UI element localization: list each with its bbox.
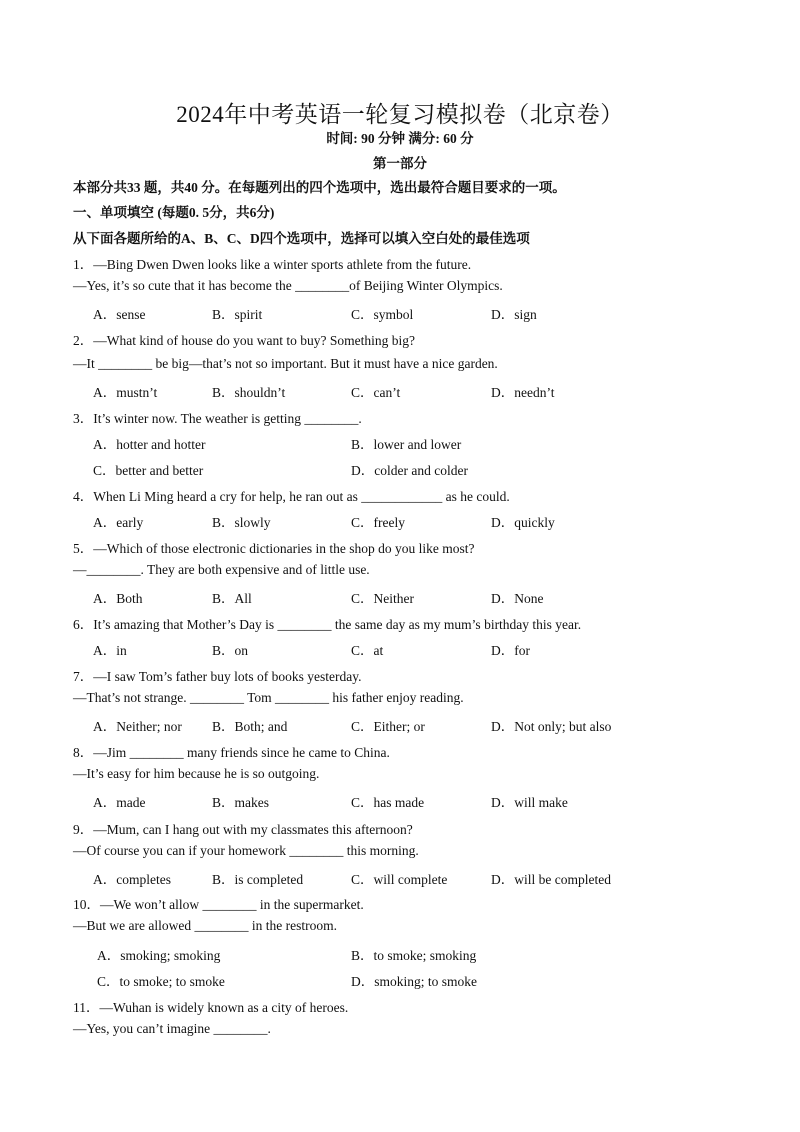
question-7-option-c: C．Either; or bbox=[351, 719, 425, 734]
question-9-line-2: —Of course you can if your homework ________ this morning. bbox=[73, 843, 419, 858]
instruction: 从下面各题所给的A、B、C、D四个选项中，选择可以填入空白处的最佳选项 bbox=[73, 231, 530, 246]
question-11-line-2: —Yes, you can’t imagine ________. bbox=[73, 1021, 271, 1036]
exam-title: 2024年中考英语一轮复习模拟卷（北京卷） bbox=[176, 102, 624, 127]
question-2-option-c: C．can’t bbox=[351, 385, 401, 400]
question-7-option-b: B．Both; and bbox=[212, 719, 288, 734]
question-1-option-c: C．symbol bbox=[351, 307, 414, 322]
question-10-option-b: B．to smoke; smoking bbox=[351, 948, 477, 963]
question-6-line-1: 6．It’s amazing that Mother’s Day is ________ the same day as my mum’s birthday this year. bbox=[73, 617, 582, 632]
question-8-option-d: D．will make bbox=[491, 795, 568, 810]
question-7-option-d: D．Not only; but also bbox=[491, 719, 612, 734]
question-1-option-b: B．spirit bbox=[212, 307, 263, 322]
question-6-option-b: B．on bbox=[212, 643, 249, 658]
question-9-line-1: 9．—Mum, can I hang out with my classmates this afternoon? bbox=[73, 822, 413, 837]
question-8-line-2: —It’s easy for him because he is so outgoing. bbox=[73, 766, 320, 781]
question-7-option-a: A．Neither; nor bbox=[93, 719, 182, 734]
question-6-option-a: A．in bbox=[93, 643, 127, 658]
question-2-option-a: A．mustn’t bbox=[93, 385, 158, 400]
question-8-option-b: B．makes bbox=[212, 795, 269, 810]
question-6-option-c: C．at bbox=[351, 643, 384, 658]
section-heading: 一、单项填空 (每题0. 5分，共6分) bbox=[73, 205, 275, 220]
question-10-line-2: —But we are allowed ________ in the restroom. bbox=[73, 918, 337, 933]
question-3-option-d: D．colder and colder bbox=[351, 463, 468, 478]
question-2-option-d: D．needn’t bbox=[491, 385, 555, 400]
part-heading: 第一部分 bbox=[373, 156, 427, 171]
question-9-option-b: B．is completed bbox=[212, 872, 304, 887]
question-1-line-1: 1．—Bing Dwen Dwen looks like a winter sports athlete from the future. bbox=[73, 257, 472, 272]
question-8-option-a: A．made bbox=[93, 795, 146, 810]
question-7-line-2: —That’s not strange. ________ Tom ________ his father enjoy reading. bbox=[73, 690, 464, 705]
question-1-option-d: D．sign bbox=[491, 307, 537, 322]
question-5-line-1: 5．—Which of those electronic dictionaries in the shop do you like most? bbox=[73, 541, 475, 556]
question-9-option-c: C．will complete bbox=[351, 872, 448, 887]
question-9-option-d: D．will be completed bbox=[491, 872, 611, 887]
question-4-option-c: C．freely bbox=[351, 515, 405, 530]
question-1-option-a: A．sense bbox=[93, 307, 146, 322]
question-6-option-d: D．for bbox=[491, 643, 530, 658]
question-10-option-c: C．to smoke; to smoke bbox=[97, 974, 225, 989]
question-4-option-d: D．quickly bbox=[491, 515, 555, 530]
question-9-option-a: A．completes bbox=[93, 872, 171, 887]
question-8-option-c: C．has made bbox=[351, 795, 425, 810]
question-5-option-d: D．None bbox=[491, 591, 544, 606]
question-8-line-1: 8．—Jim ________ many friends since he came to China. bbox=[73, 745, 390, 760]
question-11-line-1: 11．—Wuhan is widely known as a city of heroes. bbox=[73, 1000, 349, 1015]
question-10-option-a: A．smoking; smoking bbox=[97, 948, 221, 963]
question-1-line-2: —Yes, it’s so cute that it has become the ________of Beijing Winter Olympics. bbox=[73, 278, 503, 293]
question-4-line-1: 4．When Li Ming heard a cry for help, he ran out as ____________ as he could. bbox=[73, 489, 510, 504]
section-note: 本部分共33 题，共40 分。在每题列出的四个选项中，选出最符合题目要求的一项。 bbox=[73, 180, 566, 195]
question-10-option-d: D．smoking; to smoke bbox=[351, 974, 478, 989]
question-5-option-b: B．All bbox=[212, 591, 252, 606]
question-5-option-a: A．Both bbox=[93, 591, 143, 606]
question-3-option-a: A．hotter and hotter bbox=[93, 437, 206, 452]
question-3-option-c: C．better and better bbox=[93, 463, 204, 478]
question-5-line-2: —________. They are both expensive and of little use. bbox=[73, 562, 370, 577]
question-3-option-b: B．lower and lower bbox=[351, 437, 462, 452]
question-2-option-b: B．shouldn’t bbox=[212, 385, 286, 400]
question-5-option-c: C．Neither bbox=[351, 591, 414, 606]
question-3-line-1: 3．It’s winter now. The weather is getting ________. bbox=[73, 411, 362, 426]
question-7-line-1: 7．—I saw Tom’s father buy lots of books yesterday. bbox=[73, 669, 362, 684]
question-2-line-2: —It ________ be big—that’s not so important. But it must have a nice garden. bbox=[73, 356, 498, 371]
exam-time-score: 时间: 90 分钟 满分: 60 分 bbox=[326, 131, 474, 146]
question-4-option-a: A．early bbox=[93, 515, 144, 530]
question-4-option-b: B．slowly bbox=[212, 515, 271, 530]
question-10-line-1: 10．—We won’t allow ________ in the supermarket. bbox=[73, 897, 364, 912]
question-2-line-1: 2．—What kind of house do you want to buy? Something big? bbox=[73, 333, 415, 348]
